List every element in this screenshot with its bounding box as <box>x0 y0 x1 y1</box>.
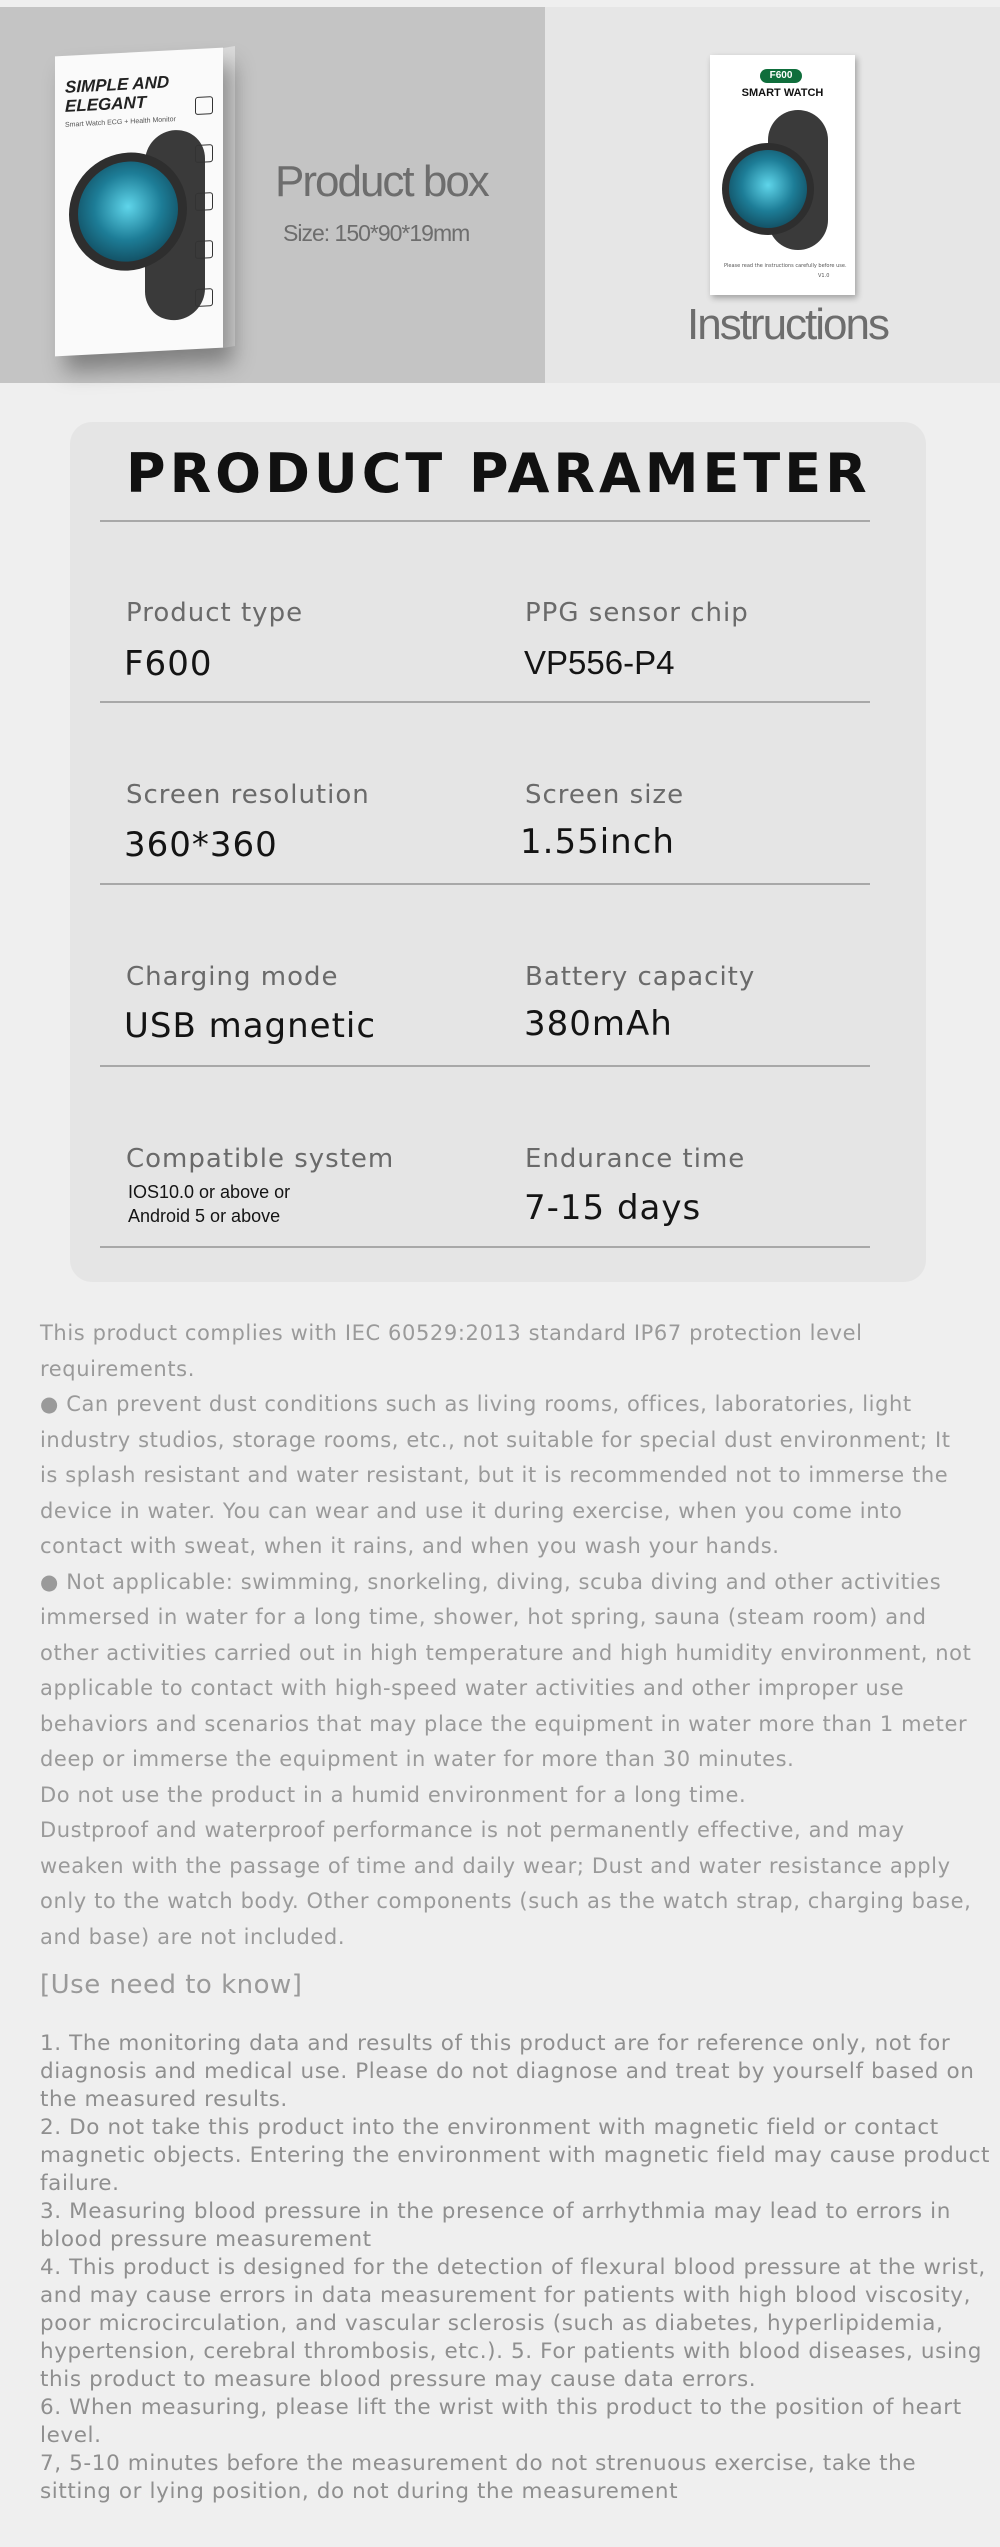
instructions-booklet <box>710 55 855 295</box>
protection-paragraph: ● Not applicable: swimming, snorkeling, diving, scuba diving and other activities immersed in water for a long time, shower, hot spring, sauna (steam room) and other activities carried out in high temperature and high humidity environment, not applicable to contact with high-speed water activities and other improper use behaviors and scenarios that may place the equipment in water more than 1 meter deep or immerse the equipment in water for more than 30 minutes. <box>40 1569 972 1771</box>
param-value-charging-mode: USB magnetic <box>124 1006 377 1046</box>
box-feature-icons <box>195 96 217 337</box>
protection-text <box>40 1316 975 1955</box>
booklet-watch-image <box>722 143 814 235</box>
param-value-compatible-system-line1: IOS10.0 or above or <box>128 1182 291 1202</box>
box-subtitle: Smart Watch ECG + Health Monitor <box>65 116 176 129</box>
booklet-badge: F600 <box>760 69 802 83</box>
use-note-item: 4. This product is designed for the detection of flexural blood pressure at the wrist, and may cause errors in data measurement for patients with high blood viscosity, poor microcirculation, and vascular sclerosis (such as diabetes, hyperlipidemia, hypertension, cerebral thrombosis, etc.). 5. For patients with blood diseases, using this product to measure blood pressure may cause data errors. <box>40 2255 986 2392</box>
use-note-item: 3. Measuring blood pressure in the presence of arrhythmia may lead to errors in blood pressure measurement <box>40 2199 951 2252</box>
param-label-product-type: Product type <box>126 598 304 628</box>
divider <box>100 701 870 703</box>
lungs-icon <box>195 288 213 307</box>
use-note-item: 1. The monitoring data and results of this product are for reference only, not for diagnosis and medical use. Please do not diagnose and treat by yourself based on the measured results. <box>40 2031 975 2112</box>
divider <box>100 1065 870 1067</box>
booklet-subtitle: SMART WATCH <box>741 87 824 99</box>
protection-paragraph: This product complies with IEC 60529:2013 standard IP67 protection level requirements. <box>40 1321 863 1381</box>
param-label-compatible-system: Compatible system <box>126 1144 395 1174</box>
sleep-icon <box>195 240 213 259</box>
use-note-item: 2. Do not take this product into the environment with magnetic field or contact magnetic objects. Entering the environment with magnetic field may cause product failure. <box>40 2115 991 2196</box>
use-note-item: 6. When measuring, please lift the wrist with this product to the position of heart level. <box>40 2395 962 2448</box>
use-notes-list <box>40 2030 995 2506</box>
product-box-size: Size: 150*90*19mm <box>283 220 470 246</box>
protection-paragraph: Do not use the product in a humid environment for a long time. <box>40 1782 747 1807</box>
divider <box>100 1246 870 1248</box>
protection-paragraph: Dustproof and waterproof performance is not permanently effective, and may weaken with the passage of time and daily wear; Dust and water resistance apply only to the watch body. Other components (such as the watch strap, charging base, and base) are not included. <box>40 1818 972 1949</box>
param-label-screen-size: Screen size <box>525 780 685 810</box>
booklet-watch-face <box>729 150 807 228</box>
divider <box>100 883 870 885</box>
param-value-battery-capacity: 380mAh <box>524 1004 673 1044</box>
param-label-screen-resolution: Screen resolution <box>126 780 370 810</box>
param-label-endurance-time: Endurance time <box>525 1144 746 1174</box>
param-value-compatible-system-line2: Android 5 or above <box>128 1206 281 1226</box>
parameter-title: PRODUCT PARAMETER <box>126 442 871 505</box>
product-parameter-card <box>70 422 926 1282</box>
box-side <box>223 46 235 348</box>
box-title: SIMPLE AND ELEGANT <box>65 72 170 116</box>
divider <box>100 520 870 522</box>
product-box-title: Product box <box>275 157 488 206</box>
param-value-endurance-time: 7-15 days <box>524 1188 702 1228</box>
protection-paragraph: ● Can prevent dust conditions such as living rooms, offices, laboratories, light industry studios, storage rooms, etc., not suitable for special dust environment; It is splash resistant and water resistant, but it is recommended not to immerse the device in water. You can wear and use it during exercise, when you come into contact with sweat, when it rains, and when you wash your hands. <box>40 1392 951 1558</box>
booklet-version: V1.0 <box>818 273 830 279</box>
hero-section <box>0 0 1000 383</box>
instructions-title: Instructions <box>687 300 888 349</box>
param-label-charging-mode: Charging mode <box>126 962 339 992</box>
steps-icon <box>195 192 213 211</box>
use-notes-heading: [Use need to know] <box>40 1970 303 2000</box>
use-note-item: 7, 5-10 minutes before the measurement do not strenuous exercise, take the sitting or lying position, do not during the measurement <box>40 2451 917 2504</box>
param-value-screen-size: 1.55inch <box>520 822 675 862</box>
product-box-panel <box>0 7 545 383</box>
booklet-note: Please read the instructions carefully before use. <box>724 263 847 269</box>
param-value-screen-resolution: 360*360 <box>124 825 278 865</box>
param-value-ppg-chip: VP556-P4 <box>524 644 675 681</box>
heart-icon <box>195 144 213 163</box>
run-icon <box>195 96 213 115</box>
param-label-battery-capacity: Battery capacity <box>525 962 756 992</box>
product-box-image <box>55 48 223 357</box>
param-label-ppg-chip: PPG sensor chip <box>525 598 749 628</box>
param-value-product-type: F600 <box>124 644 213 684</box>
watch-face <box>78 159 178 264</box>
